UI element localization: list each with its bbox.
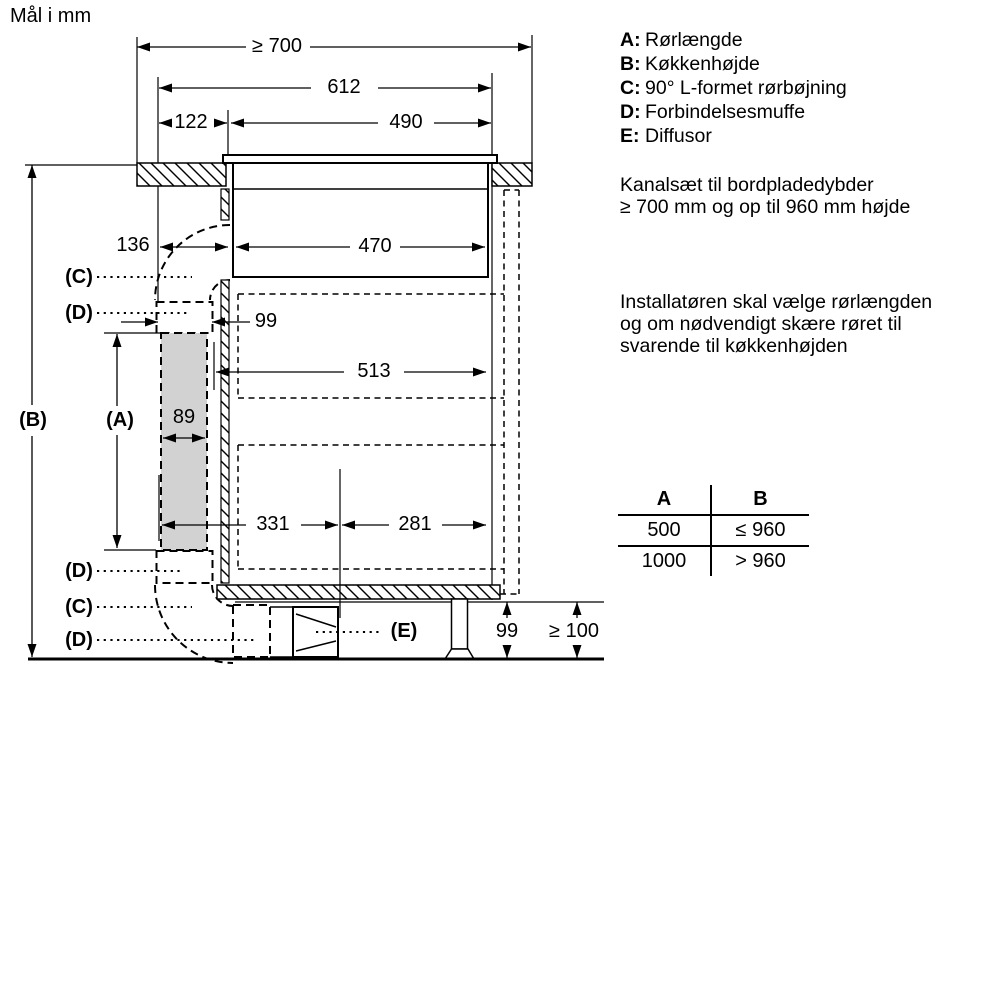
legend-label-e: Diffusor bbox=[645, 125, 712, 147]
legend-key-d: D: bbox=[620, 101, 641, 123]
dim-cutout-width: 490 bbox=[389, 111, 423, 133]
dimension-lines bbox=[32, 47, 577, 658]
cabinet-lower-compartment bbox=[238, 445, 504, 569]
dim-worktop-depth-min: ≥ 700 bbox=[252, 35, 302, 57]
size-table-cell-a1: 500 bbox=[618, 515, 711, 546]
rear-panel-upper bbox=[221, 189, 229, 220]
cabinet-shelf bbox=[217, 585, 500, 599]
solid-structures bbox=[28, 155, 604, 659]
hob-body bbox=[233, 163, 488, 277]
dim-rear-offset: 122 bbox=[174, 111, 208, 133]
legend-item-b bbox=[620, 52, 847, 76]
label-c-lower: (C) bbox=[65, 596, 93, 618]
legend-key-c: C: bbox=[620, 77, 641, 99]
upper-sleeve bbox=[157, 302, 213, 333]
cabinet-upper-compartment bbox=[238, 294, 504, 398]
size-table-header-row bbox=[618, 485, 809, 515]
legend-item-d bbox=[620, 100, 847, 124]
legend-label-d: Forbindelsesmuffe bbox=[645, 101, 806, 123]
legend-key-a: A: bbox=[620, 29, 641, 51]
exhaust-pipe bbox=[161, 333, 207, 550]
worktop-right bbox=[492, 163, 532, 186]
legend-item-c bbox=[620, 76, 847, 100]
hob-top-plate bbox=[223, 155, 497, 163]
dim-channel-depth: 513 bbox=[357, 360, 391, 382]
dim-floor-right: 281 bbox=[398, 513, 432, 535]
dim-total-top: 612 bbox=[327, 76, 361, 98]
size-table bbox=[618, 485, 809, 576]
label-c-upper: (C) bbox=[65, 266, 93, 288]
dim-plinth-height: 99 bbox=[495, 620, 519, 642]
upper-bend-outer bbox=[155, 225, 230, 300]
horizontal-sleeve bbox=[233, 605, 270, 657]
label-d-upper: (D) bbox=[65, 302, 93, 324]
label-a: (A) bbox=[106, 409, 134, 431]
worktop-left bbox=[137, 163, 226, 186]
legend-key-e: E: bbox=[620, 125, 640, 147]
note-duct-kit-line1: Kanalsæt til bordpladedybder bbox=[620, 174, 874, 196]
dim-floor-left: 331 bbox=[256, 513, 290, 535]
plinth-foot bbox=[452, 599, 468, 649]
reference-lines bbox=[25, 35, 604, 602]
size-table-cell-b2: > 960 bbox=[735, 550, 786, 572]
label-b: (B) bbox=[19, 409, 47, 431]
legend-key-b: B: bbox=[620, 53, 641, 75]
dim-pipe-width: 89 bbox=[172, 406, 196, 428]
page-title: Mål i mm bbox=[10, 5, 92, 27]
note-installer-line3: svarende til køkkenhøjden bbox=[620, 335, 848, 357]
dim-sleeve-width: 99 bbox=[254, 310, 278, 332]
size-table-cell-b1: ≤ 960 bbox=[711, 515, 809, 546]
size-table-cell-a2: 1000 bbox=[618, 546, 711, 576]
legend-label-a: Rørlængde bbox=[645, 29, 743, 51]
size-table-row-1 bbox=[618, 515, 809, 546]
label-e: (E) bbox=[390, 620, 418, 642]
label-d-middle: (D) bbox=[65, 560, 93, 582]
dim-hob-width: 470 bbox=[358, 235, 392, 257]
legend-label-c: 90° L-formet rørbøjning bbox=[645, 77, 847, 99]
legend-item-a bbox=[620, 28, 847, 52]
size-table-header-a: A bbox=[618, 485, 711, 515]
legend-item-e bbox=[620, 124, 847, 148]
legend bbox=[620, 28, 847, 148]
rear-panel-lower bbox=[221, 280, 229, 583]
note-duct-kit bbox=[620, 174, 910, 218]
note-installer bbox=[620, 291, 932, 357]
legend-label-b: Køkkenhøjde bbox=[645, 53, 760, 75]
note-installer-line2: og om nødvendigt skære røret til bbox=[620, 313, 902, 335]
dim-bend-depth: 136 bbox=[116, 234, 150, 256]
size-table-header-b: B bbox=[711, 485, 809, 515]
size-table-row-2 bbox=[618, 546, 809, 576]
lower-sleeve bbox=[157, 551, 213, 583]
note-installer-line1: Installatøren skal vælge rørlængden bbox=[620, 291, 933, 313]
note-duct-kit-line2: ≥ 700 mm og op til 960 mm højde bbox=[620, 196, 911, 218]
dim-plinth-clearance: ≥ 100 bbox=[549, 620, 599, 642]
label-d-lower: (D) bbox=[65, 629, 93, 651]
